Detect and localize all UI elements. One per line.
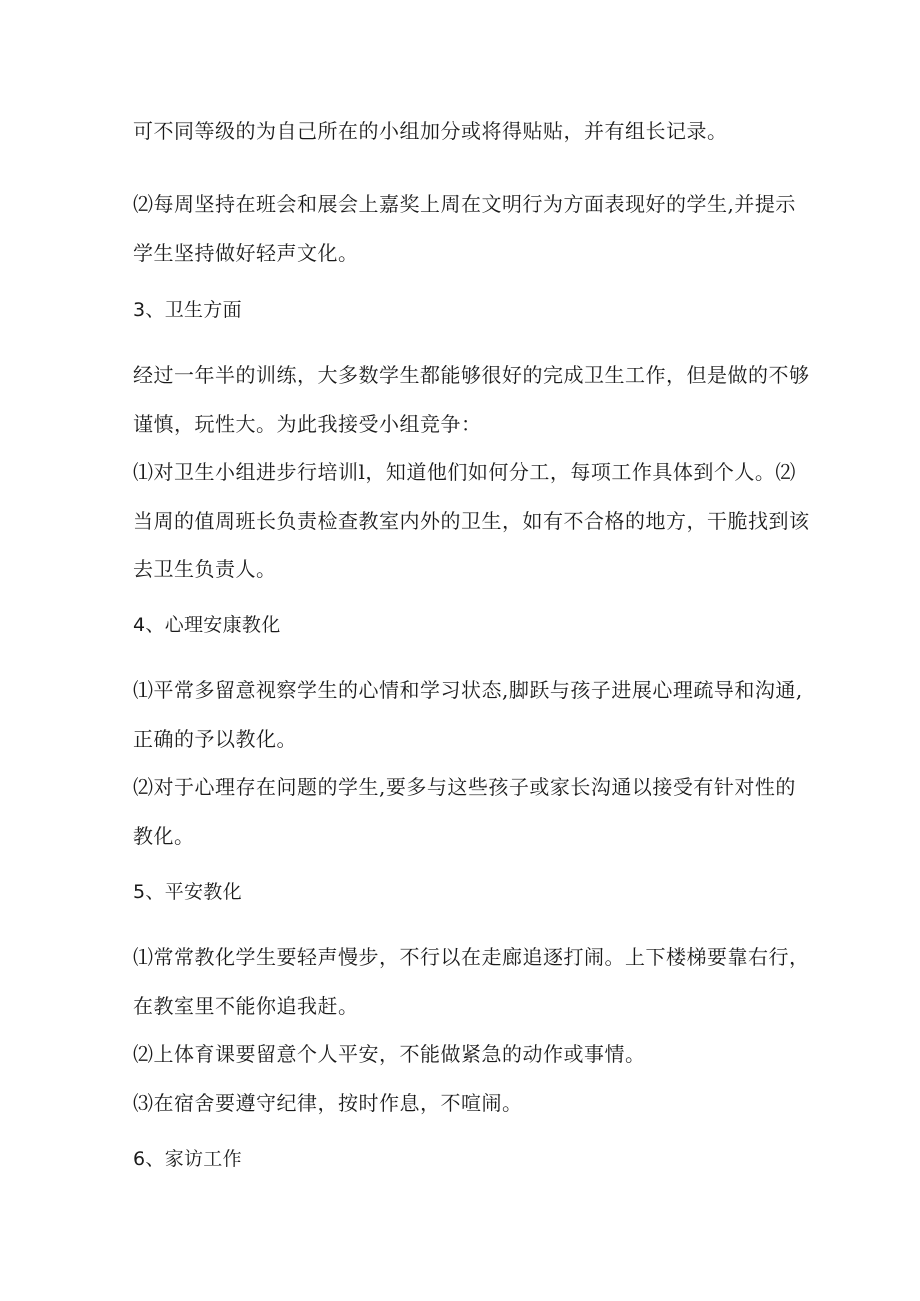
section-heading-mental-health: 4、心理安康教化 xyxy=(133,614,281,636)
paragraph-line: ⑵每周坚持在班会和展会上嘉奖上周在文明行为方面表现好的学生,并提示 xyxy=(133,192,796,216)
paragraph-line: ⑴平常多留意视察学生的心情和学习状态,脚跃与孩子进展心理疏导和沟通, xyxy=(133,678,803,702)
paragraph-line: 当周的值周班长负责检查教室内外的卫生，如有不合格的地方，干脆找到该 xyxy=(133,509,810,533)
section-heading-home-visits: 6、家访工作 xyxy=(133,1148,242,1170)
paragraph-line: 在教室里不能你追我赶。 xyxy=(133,994,359,1018)
paragraph-line: 可不同等级的为自己所在的小组加分或将得贴贴，并有组长记录。 xyxy=(133,119,728,143)
paragraph-line: 经过一年半的训练，大多数学生都能够很好的完成卫生工作，但是做的不够 xyxy=(133,363,810,387)
paragraph-line: ⑵对于心理存在问题的学生,要多与这些孩子或家长沟通以接受有针对性的 xyxy=(133,775,796,799)
paragraph-line: ⑶在宿舍要遵守纪律，按时作息，不喧闹。 xyxy=(133,1091,523,1115)
paragraph-line: ⑴对卫生小组进步行培训l，知道他们如何分工，每项工作具体到个人。⑵ xyxy=(133,460,796,484)
paragraph-line: 去卫生负责人。 xyxy=(133,557,277,581)
paragraph-line: 谨慎，玩性大。为此我接受小组竞争： xyxy=(133,412,482,436)
paragraph-line: ⑴常常教化学生要轻声慢步，不行以在走廊追逐打闹。上下楼梯要靠右行， xyxy=(133,945,810,969)
paragraph-line: ⑵上体育课要留意个人平安，不能做紧急的动作或事情。 xyxy=(133,1042,646,1066)
section-heading-hygiene: 3、卫生方面 xyxy=(133,299,242,321)
paragraph-line: 教化。 xyxy=(133,824,195,848)
section-heading-safety: 5、平安教化 xyxy=(133,881,242,903)
paragraph-line: 正确的予以教化。 xyxy=(133,727,297,751)
paragraph-line: 学生坚持做好轻声文化。 xyxy=(133,241,359,265)
